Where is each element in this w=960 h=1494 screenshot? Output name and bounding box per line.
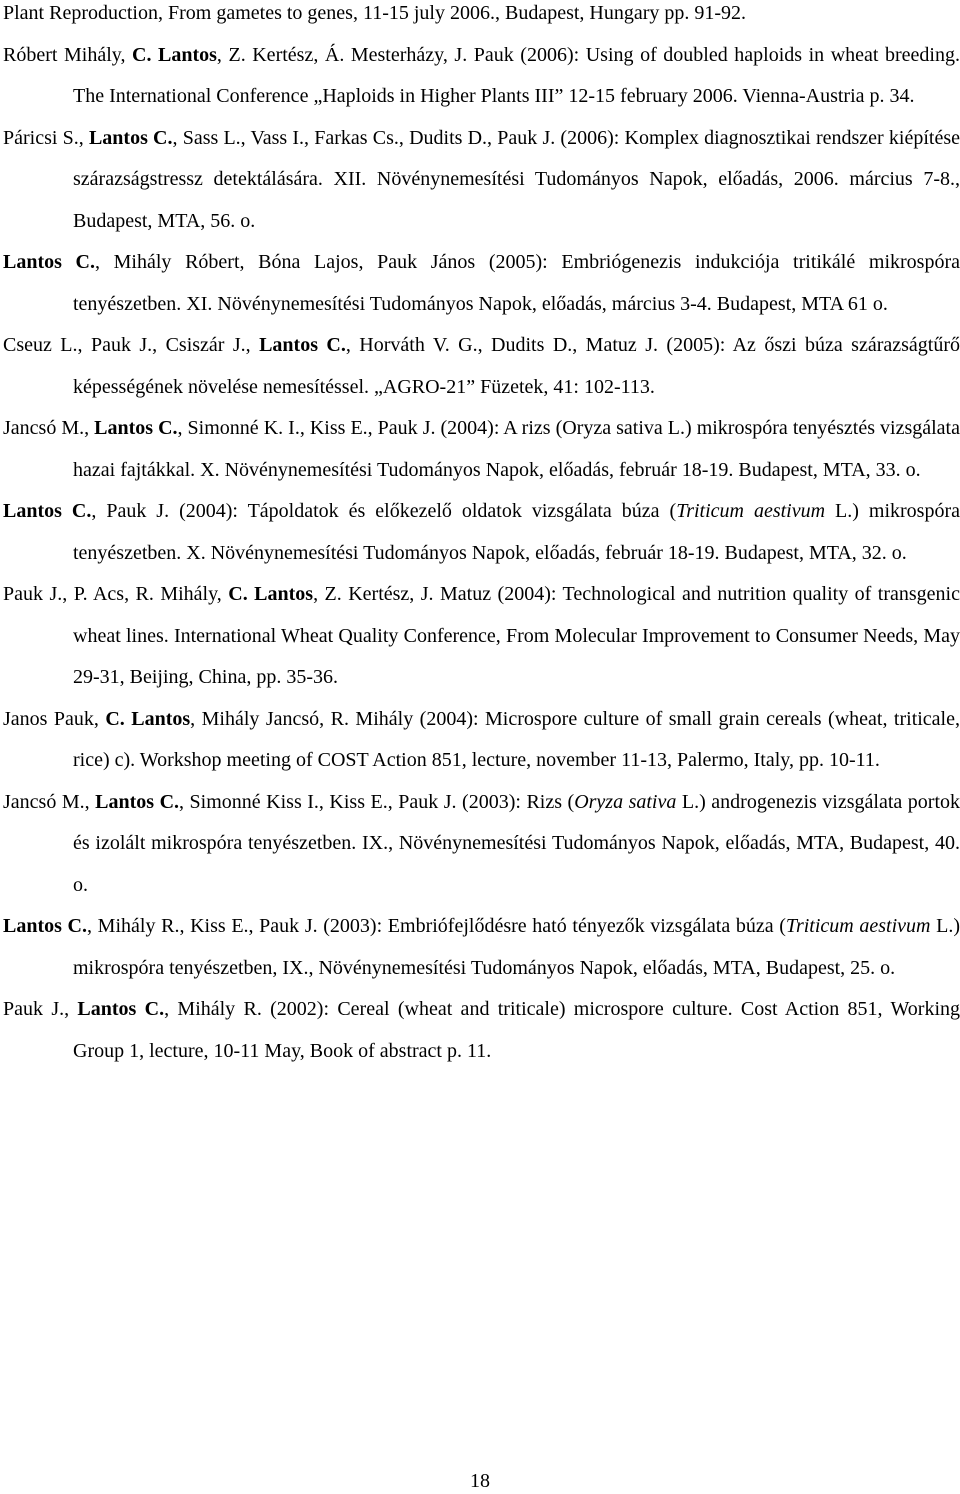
reference-text: , Simonné Kiss I., Kiss E., Pauk J. (2003): Rizs ( xyxy=(179,790,575,813)
highlighted-author: Lantos C. xyxy=(94,417,178,439)
reference-text: Janos Pauk, xyxy=(3,707,106,730)
highlighted-author: Lantos C. xyxy=(3,251,95,273)
highlighted-author: Lantos C. xyxy=(88,126,173,149)
species-name: Triticum aestivum xyxy=(785,915,931,937)
highlighted-author: C. Lantos xyxy=(228,583,314,605)
reference-text: Cseuz L., Pauk J., Csiszár J., xyxy=(3,334,260,356)
reference-entry xyxy=(0,35,960,118)
reference-entry xyxy=(0,491,960,574)
highlighted-author: Lantos C. xyxy=(77,998,165,1020)
species-name: Triticum aestivum xyxy=(676,500,826,522)
highlighted-author: C. Lantos xyxy=(105,707,191,730)
reference-text: , Horváth V. G., Dudits D., Matuz J. (2005): Az őszi búza szárazságtűrő képességének növelése nemesítéssel. „AGRO-21” Füzetek, 41: 102-113. xyxy=(73,334,960,398)
reference-text: , Mihály R., Kiss E., Pauk J. (2003): Embriófejlődésre ható tényezők vizsgálata búza ( xyxy=(87,915,786,937)
highlighted-author: Lantos C. xyxy=(95,790,180,813)
reference-text: Páricsi S., xyxy=(3,126,89,149)
reference-entry xyxy=(0,325,960,408)
reference-text: , Simonné K. I., Kiss E., Pauk J. (2004): A rizs (Oryza sativa L.) mikrospóra tenyésztés vizsgálata hazai fajtákkal. X. Növénynemesítési Tudományos Napok, előadás, február 18-19. Budapest, MTA, 33. o. xyxy=(73,417,960,481)
highlighted-author: Lantos C. xyxy=(259,334,346,356)
reference-text: Jancsó M., xyxy=(3,790,96,813)
reference-entry xyxy=(0,574,960,699)
reference-text: L.) mikrospóra tenyészetben, IX., Növénynemesítési Tudományos Napok, előadás, MTA, Budapest, 25. o. xyxy=(73,915,960,979)
reference-text: , Sass L., Vass I., Farkas Cs., Dudits D., Pauk J. (2006): Komplex diagnosztikai rendszer kiépítése szárazságstressz detektálására. XII. Növénynemesítési Tudományos Napok, előadás, 2006. március 7-8., Budapest, MTA, 56. o. xyxy=(73,126,960,232)
reference-text: , Pauk J. (2004): Tápoldatok és előkezelő oldatok vizsgálata búza ( xyxy=(91,500,677,522)
reference-text: Pauk J., xyxy=(3,998,78,1020)
reference-text: , Mihály Jancsó, R. Mihály (2004): Microspore culture of small grain cereals (wheat, triticale, rice) c). Workshop meeting of COST Action 851, lecture, november 11-13, Palermo, Italy, pp. 10-11. xyxy=(73,707,960,771)
reference-entry xyxy=(0,782,960,907)
reference-entry xyxy=(0,906,960,989)
reference-entry xyxy=(0,242,960,325)
reference-text: L.) androgenezis vizsgálata portok és izolált mikrospóra tenyészetben. IX., Növénynemesítési Tudományos Napok, előadás, MTA, Budapest, 40. o. xyxy=(73,790,960,896)
reference-text: L.) mikrospóra tenyészetben. X. Növénynemesítési Tudományos Napok, előadás, február 18-19. Budapest, MTA, 32. o. xyxy=(73,500,960,564)
reference-entry xyxy=(0,118,960,243)
reference-text: , Z. Kertész, Á. Mesterházy, J. Pauk (2006): Using of doubled haploids in wheat breeding. The International Conference „Haploids in Higher Plants III” 12-15 february 2006. Vienna-Austria p. 34. xyxy=(73,43,960,107)
reference-entry xyxy=(0,699,960,782)
species-name: Oryza sativa xyxy=(574,790,677,813)
reference-text: , Mihály R. (2002): Cereal (wheat and triticale) microspore culture. Cost Action 851, Working Group 1, lecture, 10-11 May, Book of abstract p. 11. xyxy=(73,998,960,1062)
page-number: 18 xyxy=(470,1470,490,1492)
reference-text: Róbert Mihály, xyxy=(3,43,133,66)
reference-text: Jancsó M., xyxy=(3,417,95,439)
reference-text: , Mihály Róbert, Bóna Lajos, Pauk János (2005): Embriógenezis indukciója tritikálé mikrospóra tenyészetben. XI. Növénynemesítési Tudományos Napok, előadás, március 3-4. Budapest, MTA 61 o. xyxy=(73,251,960,315)
highlighted-author: Lantos C. xyxy=(3,915,88,937)
reference-entry xyxy=(0,408,960,491)
reference-entry xyxy=(0,0,960,35)
highlighted-author: Lantos C. xyxy=(3,500,92,522)
reference-entry xyxy=(0,989,960,1072)
highlighted-author: C. Lantos xyxy=(132,43,217,66)
reference-text: , Z. Kertész, J. Matuz (2004): Technological and nutrition quality of transgenic wheat lines. International Wheat Quality Conference, From Molecular Improvement to Consumer Needs, May 29-31, Beijing, China, pp. 35-36. xyxy=(73,583,960,688)
reference-text: Pauk J., P. Acs, R. Mihály, xyxy=(3,583,229,605)
reference-text: Plant Reproduction, From gametes to genes, 11-15 july 2006., Budapest, Hungary pp. 91-92. xyxy=(3,2,747,24)
